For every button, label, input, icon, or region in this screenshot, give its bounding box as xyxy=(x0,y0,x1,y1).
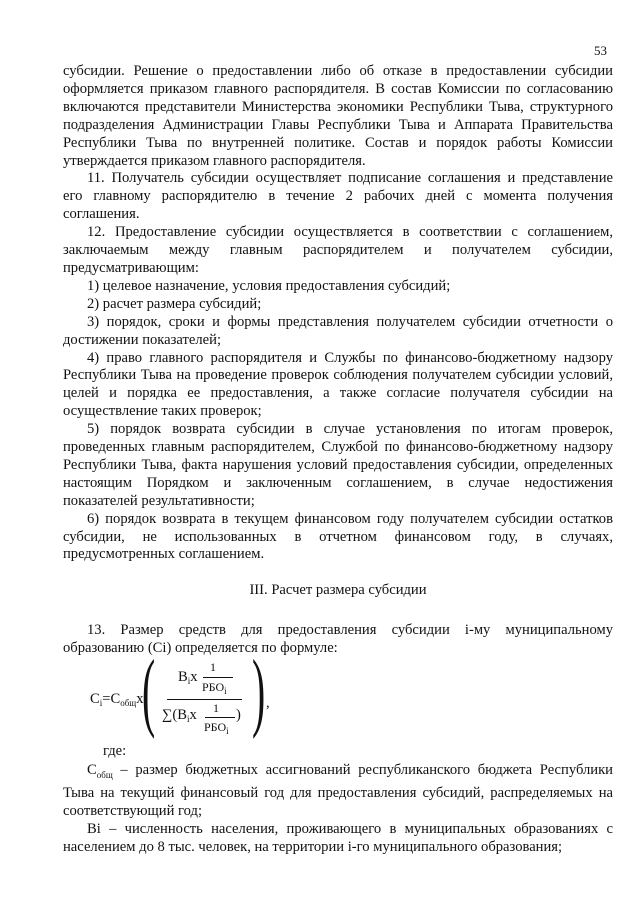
inner-fraction-bar xyxy=(203,677,233,678)
inner-fraction-bar-2 xyxy=(205,717,235,718)
definition-text: – численность населения, проживающего в муниципальных образованиях с населением до 8 тыс. человек, на территории i-го муниципального образования; xyxy=(63,820,613,855)
left-paren: ( xyxy=(142,643,156,740)
definition-term: Вi xyxy=(87,820,101,837)
list-item: 2) расчет размера субсидий; xyxy=(87,295,262,312)
paragraph: 11. Получатель субсидии осуществляет подписание соглашения и представление его главному распорядителю в течение 2 рабочих дней с момента получения соглашения. xyxy=(63,170,613,223)
formula-rbo2-text: РБО xyxy=(204,720,227,734)
formula-rbo-index: i xyxy=(224,686,227,696)
formula-rbo2-index: i xyxy=(226,726,229,736)
list-item: 4) право главного распорядителя и Службы по финансово-бюджетному надзору Республики Тыва на проведение проверок соблюдения получателем субсидии условий, целей и порядка ее предоставления, а также согласие получателя субсидии на осуществление таких проверок; xyxy=(63,349,613,420)
formula-rbo-text: РБО xyxy=(202,680,225,694)
definition-text: – размер бюджетных ассигнований республиканского бюджета Республики Тыва на текущий финансовый год для предоставления субсидий, распределяемых на соответствующий год; xyxy=(63,762,613,819)
formula-lhs xyxy=(90,691,144,709)
formula-comma: , xyxy=(266,695,270,711)
paragraph: 12. Предоставление субсидии осуществляется в соответствии с соглашением, заключаемым между главным распорядителем и получателем субсидии, предусматривающим: xyxy=(63,224,613,276)
formula-equals-c: =C xyxy=(102,691,121,707)
formula-denominator xyxy=(162,707,197,725)
formula-close-paren: ) xyxy=(236,707,241,723)
formula-obsh: общ xyxy=(120,698,137,708)
section-heading: III. Расчет размера субсидии xyxy=(249,582,427,599)
formula-rbo xyxy=(202,679,227,697)
formula-one: 1 xyxy=(210,660,216,674)
definition-item xyxy=(63,821,613,857)
formula-c-index: i xyxy=(99,698,103,708)
where-label: где: xyxy=(103,743,127,759)
formula-times: x xyxy=(136,691,144,707)
definition-item xyxy=(63,762,613,821)
formula-numerator-b xyxy=(178,669,198,687)
formula-x: x xyxy=(190,669,198,685)
definition-term: С xyxy=(87,762,97,778)
formula-b-index: i xyxy=(187,676,191,686)
formula-c: C xyxy=(90,691,100,707)
formula-den-index: i xyxy=(187,714,190,724)
list-item: 5) порядок возврата субсидии в случае установления по итогам проверок, проведенных главным распорядителем, Службой по финансово-бюджетному надзору Республики Тыва, факта нарушения условий предоставления субсидии, определенных настоящим Порядком и заключенным соглашением, в случае недостижения показателей результативности; xyxy=(63,421,613,509)
paragraph: субсидии. Решение о предоставлении либо об отказе в предоставлении субсидии оформляется приказом главного распорядителя. В состав Комиссии по согласованию включаются представители Министерства экономики Республики Тыва, структурного подразделения Администрации Главы Республики Тыва и Аппарата Правительства Республики Тыва по внутренней политике. Состав и порядок работы Комиссии утверждается приказом главного распорядителя. xyxy=(63,63,613,169)
formula-den-x: x xyxy=(189,707,197,723)
body-text xyxy=(63,63,613,658)
definitions xyxy=(63,762,613,856)
list-item: 1) целевое назначение, условия предоставления субсидий; xyxy=(87,277,451,294)
main-fraction-bar xyxy=(167,699,242,700)
definition-term-sub: общ xyxy=(96,769,113,780)
formula-sum: ∑(B xyxy=(162,707,187,723)
page-number: 53 xyxy=(594,43,607,58)
list-item: 3) порядок, сроки и формы представления получателем субсидии отчетности о достижении показателей; xyxy=(63,313,613,348)
right-paren: ) xyxy=(252,643,266,740)
formula-one-2: 1 xyxy=(213,701,219,715)
formula-b: B xyxy=(178,669,188,685)
paragraph: 13. Размер средств для предоставления субсидии i-му муниципальному образованию (Ci) определяется по формуле: xyxy=(63,622,613,657)
list-item: 6) порядок возврата в текущем финансовом году получателем субсидии остатков субсидии, не использованных в отчетном финансовом году, в случаях, предусмотренных соглашением. xyxy=(63,510,613,563)
formula-rbo-2 xyxy=(204,719,229,737)
subsidy-formula xyxy=(90,643,290,745)
